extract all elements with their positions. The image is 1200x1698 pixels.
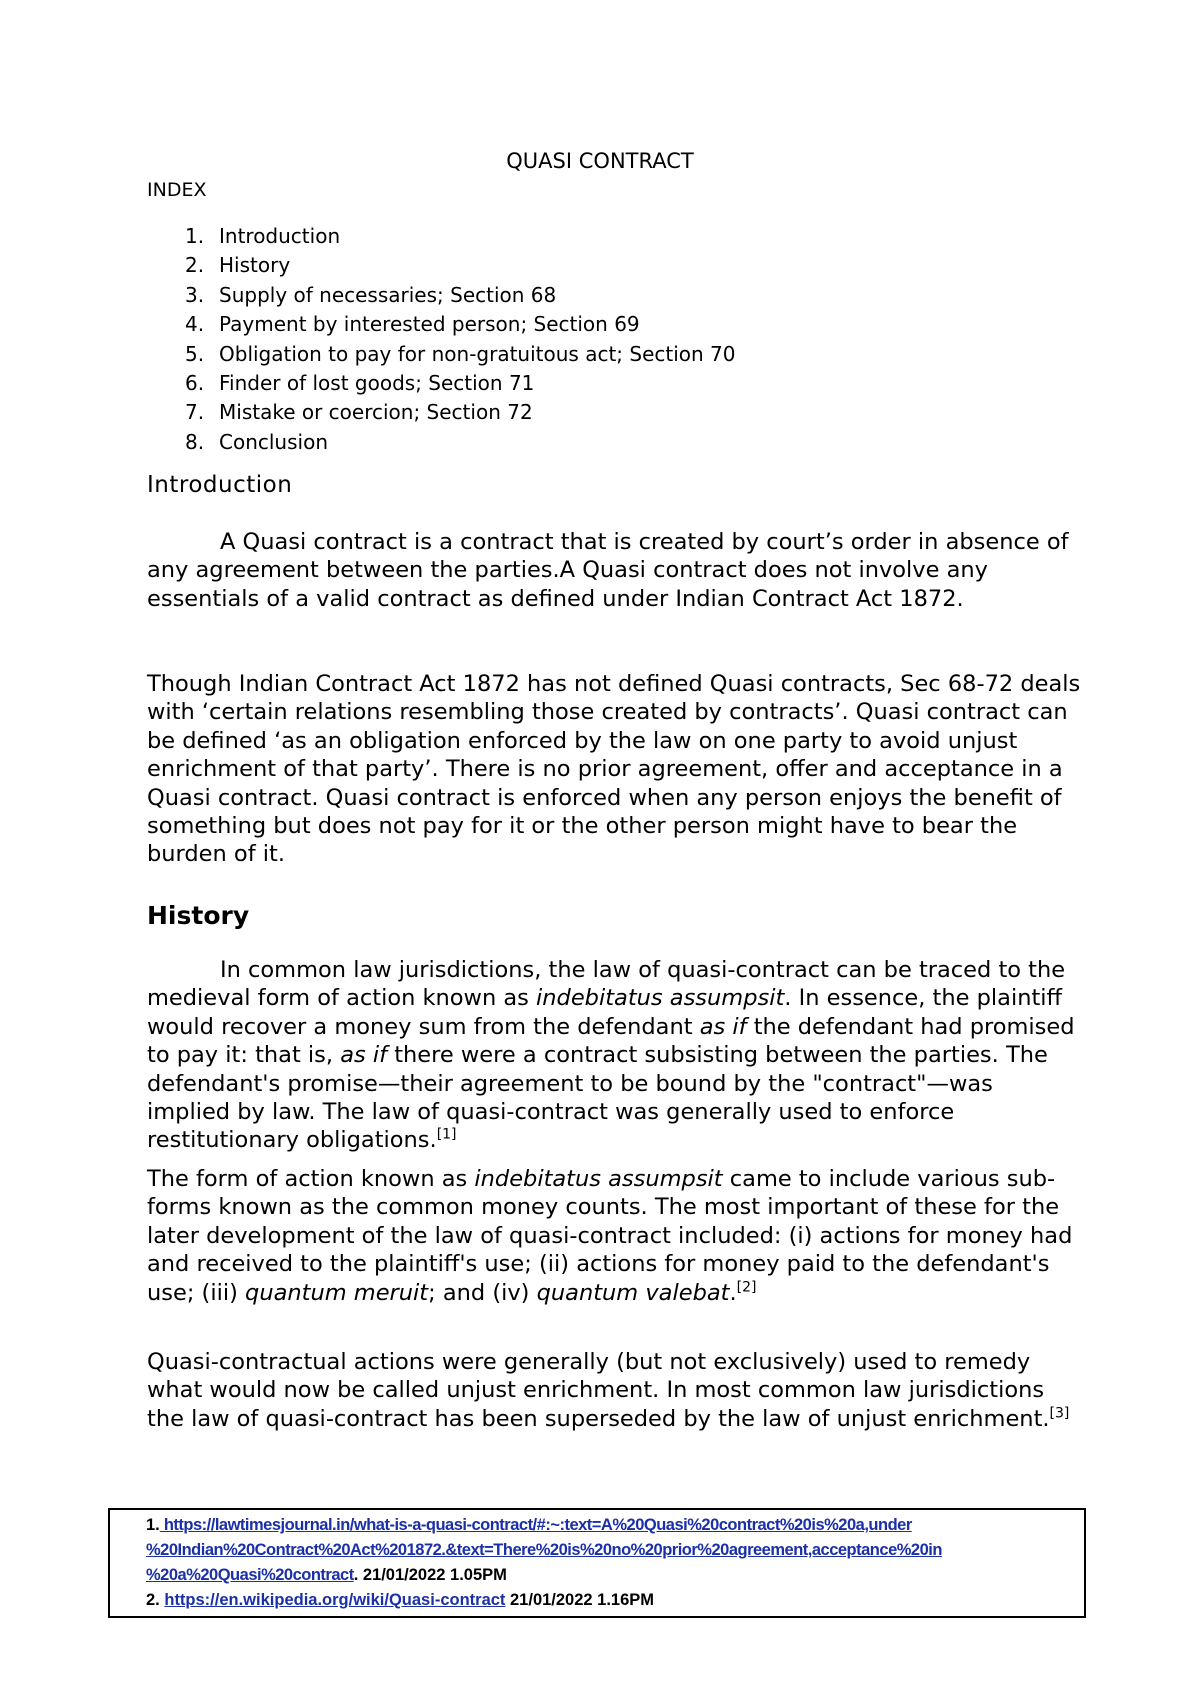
introduction-heading: Introduction — [147, 472, 293, 498]
index-item-number: 7. — [185, 400, 205, 425]
index-item — [147, 222, 736, 251]
index-item-label: Introduction — [219, 224, 341, 248]
footnote-accessed: . 21/01/2022 1.05PM — [353, 1566, 507, 1584]
latin-term: indebitatus assumpsit — [536, 985, 785, 1012]
history-paragraph-1: In common law jurisdictions, the law of quasi-contract can be traced to the medieval form of action known as indebitatus assumpsit. In essence, the plaintiff would recover a money sum from the defendant as if the defendant had promised to pay it: that is, as if there were a contract subsisting between the parties. The defendant's promise—their agreement to be bound by the "contract"—was implied by law. The law of quasi-contract was generally used to enforce restitutionary obligations.[1] — [147, 957, 1075, 1154]
latin-term: quantum valebat — [536, 1279, 730, 1306]
footnote-number: 1. — [146, 1516, 160, 1534]
reference-marker[interactable]: [1] — [436, 1126, 457, 1143]
introduction-paragraph-2: Though Indian Contract Act 1872 has not defined Quasi contracts, Sec 68-72 deals with ‘certain relations resembling those created by contracts’. Quasi contract can be defined ‘as an obligation enforced by the law on one party to avoid unjust enrichment of that party’. There is no prior agreement, offer and acceptance in a Quasi contract. Quasi contract is enforced when any person enjoys the benefit of something but does not pay for it or the other person might have to bear the burden of it. — [147, 671, 1081, 868]
index-item-label: Finder of lost goods; Section 71 — [219, 370, 535, 395]
introduction-paragraph-1: A Quasi contract is a contract that is created by court’s order in absence of any agreement between the parties.A Quasi contract does not involve any essentials of a valid contract as defined under Indian Contract Act 1872. — [147, 529, 1069, 612]
footnote-link[interactable]: https://lawtimesjournal.in/what-is-a-quasi-contract/#:~:text=A%20Quasi%20contract%20is%20a,under — [159, 1516, 912, 1534]
index-item-label: Payment by interested person; Section 69 — [219, 312, 640, 337]
index-item-label: History — [219, 253, 291, 278]
index-item — [147, 310, 736, 339]
index-item — [147, 340, 736, 369]
index-item-number: 4. — [185, 312, 205, 337]
index-item-number: 3. — [185, 282, 205, 307]
index-label: INDEX — [147, 179, 207, 201]
index-item-label: Mistake or coercion; Section 72 — [219, 400, 533, 425]
index-list — [147, 222, 736, 457]
index-item — [147, 428, 736, 457]
index-item-label: Obligation to pay for non-gratuitous act; Section 70 — [219, 341, 736, 366]
emphasis-text: as if — [340, 1042, 388, 1069]
index-item-number: 5. — [185, 341, 205, 366]
history-heading: History — [147, 901, 250, 930]
document-title: QUASI CONTRACT — [506, 149, 694, 173]
footnotes-box — [108, 1508, 1086, 1618]
latin-term: quantum meruit — [245, 1279, 429, 1306]
footnote-link[interactable]: %20Indian%20Contract%20Act%201872.&text=There%20is%20no%20prior%20agreement,acceptance%20in — [146, 1541, 942, 1559]
emphasis-text: as if — [699, 1013, 747, 1040]
footnote-2 — [146, 1588, 1084, 1613]
history-paragraph-3: Quasi-contractual actions were generally (but not exclusively) used to remedy what would now be called unjust enrichment. In most common law jurisdictions the law of quasi-contract has been superseded by the law of unjust enrichment.[3] — [147, 1349, 1070, 1432]
footnote-link[interactable]: https://en.wikipedia.org/wiki/Quasi-contract — [164, 1591, 506, 1609]
history-paragraph-2: The form of action known as indebitatus assumpsit came to include various sub-forms known as the common money counts. The most important of these for the later development of the law of quasi-contract included: (i) actions for money had and received to the plaintiff's use; (ii) actions for money paid to the defendant's use; (iii) quantum meruit; and (iv) quantum valebat.[2] — [147, 1166, 1073, 1306]
reference-marker[interactable]: [2] — [736, 1279, 757, 1296]
index-item — [147, 251, 736, 280]
index-item — [147, 398, 736, 427]
footnote-accessed: 21/01/2022 1.16PM — [505, 1591, 655, 1609]
index-item-label: Conclusion — [219, 429, 328, 454]
index-item-label: Supply of necessaries; Section 68 — [219, 282, 557, 307]
index-item-number: 1. — [185, 224, 205, 248]
footnote-link[interactable]: %20a%20Quasi%20contract — [146, 1566, 354, 1584]
reference-marker[interactable]: [3] — [1049, 1405, 1070, 1422]
latin-term: indebitatus assumpsit — [474, 1166, 723, 1192]
index-item-number: 2. — [185, 253, 205, 278]
footnote-1 — [146, 1513, 1084, 1538]
index-item — [147, 369, 736, 398]
index-item-number: 6. — [185, 370, 205, 395]
footnote-number: 2. — [146, 1591, 160, 1609]
index-item-number: 8. — [185, 429, 205, 454]
index-item — [147, 281, 736, 310]
